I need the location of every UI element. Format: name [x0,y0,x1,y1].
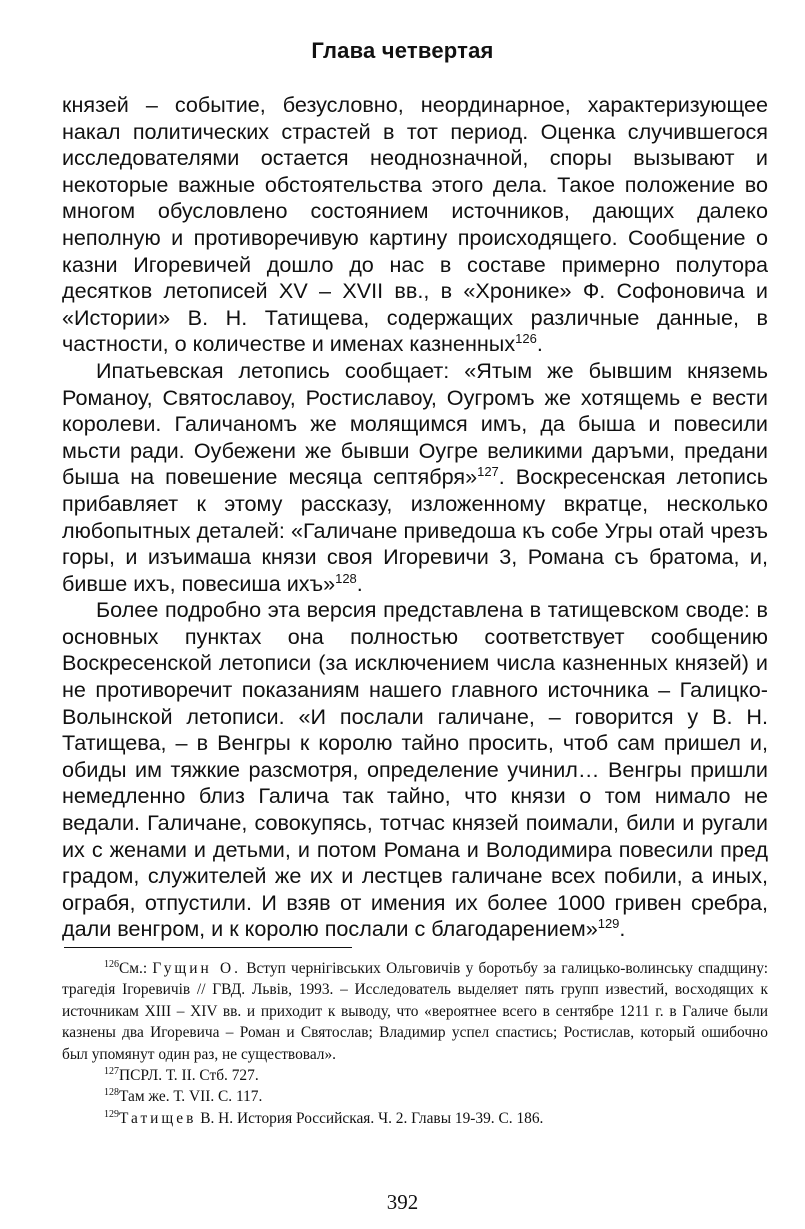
footnotes [62,958,768,1129]
footnote-text: См.: [119,960,153,977]
footnote-128 [62,1086,768,1107]
page-number: 392 [386,1190,419,1214]
paragraph-1-text: князей – событие, безусловно, неординарное, характеризующее накал политических страстей в тот период. Оценка случившегося исследователями остается неоднозначной, споры вызывают и некоторые важные обстоятельства этого дела. Такое положение во многом обусловлено состоянием источников, дающих далеко неполную и противоречивую картину происходящего. Сообщение о казни Игоревичей дошло до нас в составе примерно полутора десятков летописей XV – XVII вв., в «Хронике» Ф. Софоновича и «Истории» В. Н. Татищева, содержащих различные данные, в частности, о количестве и именах казненных [62,92,768,357]
main-text [62,92,768,943]
footnote-number: 128 [104,1087,119,1099]
footnote-divider [64,947,352,948]
paragraph-2-end: . [356,570,363,596]
chapter-title: Глава четвертая [311,38,494,63]
footnote-text: ПСРЛ. Т. II. Стб. 727. [119,1067,259,1085]
paragraph-3 [62,597,768,943]
footnote-number: 127 [104,1065,119,1077]
footnote-text: Там же. Т. VII. С. 117. [119,1088,263,1106]
paragraph-2 [62,358,768,597]
footnote-number: 129 [104,1108,119,1120]
footnote-text: Вступ чернігівських Ольговичів у боротьбу за галицько-волинську спадщину: трагедія Ігоревичів // ГВД. Львів, 1993. – Исследователь выделяет пять групп известий, восходящих к источникам XIII – XIV вв. и приходит к выводу, что «вероятнее всего в сентябре 1211 г. в Галиче были казнены два Игоревича – Роман и Святослав; Владимир успел спастись; Ростислав, который ошибочно был упомянут один раз, не существовал». [62,960,769,1063]
footnote-author: Татищев [119,1109,197,1127]
paragraph-2-text-b: . Воскресенская летопись прибавляет к этому рассказу, изложенному вкратце, несколько любопытных деталей: «Галичане приведоша къ собе Угры отай чрезъ горы, и изъимаша князи своя Игоревичи 3, Романа съ братома, и, бивше ихъ, повесиша ихъ» [62,464,768,596]
footnote-number: 126 [104,958,119,970]
footnote-ref-126[interactable]: 126 [515,331,537,347]
footnote-ref-127[interactable]: 127 [477,464,499,480]
footnote-ref-128[interactable]: 128 [335,570,357,586]
paragraph-3-end: . [619,916,626,942]
footnote-ref-129[interactable]: 129 [597,916,620,932]
paragraph-1 [62,92,768,358]
paragraph-2-text-a: Ипатьевская летопись сообщает: «Ятым же бывшим княземь Романоу, Святославоу, Ростиславоу, Оугромъ же хотящемь е вести королеви. Галичаномъ же молящимся имъ, да быша и повесили мьсти ради. Оубежени же бывши Оугре великими даръми, предани быша на повешение месяца септября» [62,357,768,490]
paragraph-1-end: . [536,331,543,357]
footnote-127 [62,1065,768,1086]
footnote-author: Гущин О. [152,960,241,977]
paragraph-3-text: Более подробно эта версия представлена в татищевском своде: в основных пунктах она полностью соответствует сообщению Воскресенской летописи (за исключением числа казненных князей) и не противоречит показаниям нашего главного источника – Галицко-Волынской летописи. «И послали галичане, – говорится у В. Н. Татищева, – в Венгры к королю тайно просить, чтоб сам пришел и, обиды им тяжкие разсмотря, определение учинил… Венгры пришли немедленно близ Галича так тайно, что князи о том нимало не ведали. Галичане, совокупясь, тотчас князей поимали, били и ругали их с женами и детьми, и потом Романа и Володимира повесили пред градом, служителей же их и лестцев галичане всех побили, а иных, ограбя, отпустили. И взяв от имения их более 1000 гривен сребра, дали венгром, и к королю послали с благодарением» [62,597,768,942]
footnote-text: В. Н. История Российская. Ч. 2. Главы 19-39. С. 186. [196,1109,544,1127]
page-header [0,38,805,64]
footnote-129 [62,1108,768,1129]
footnote-126 [62,958,768,1065]
